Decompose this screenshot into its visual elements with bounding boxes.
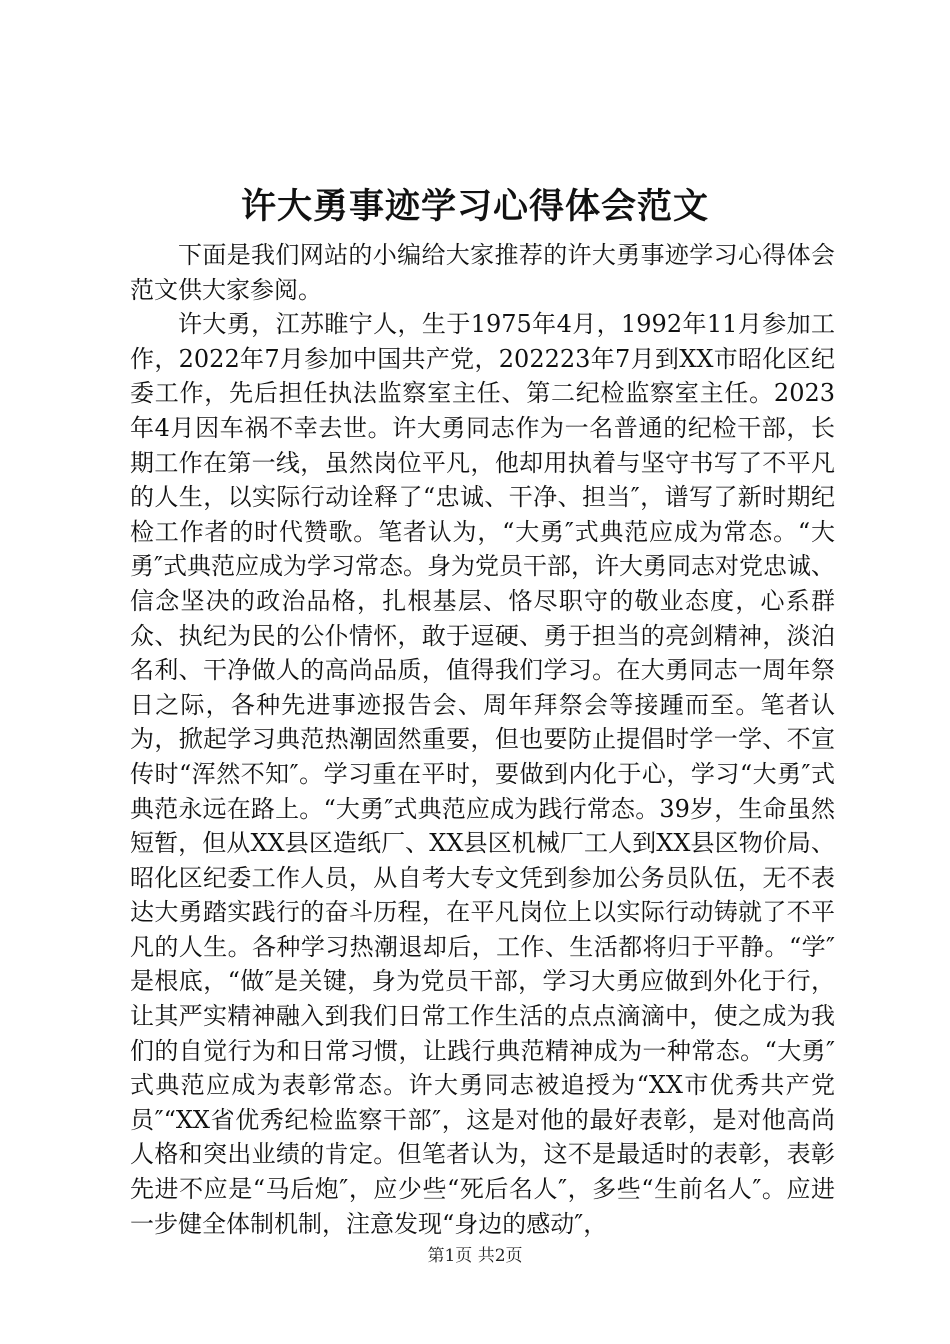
document-title: 许大勇事迹学习心得体会范文 <box>240 186 709 227</box>
document-body <box>130 238 835 1241</box>
main-paragraph: 许大勇，江苏睢宁人，生于1975年4月，1992年11月参加工作，2022年7月参加中国共产党，202223年7月到XX市昭化区纪委工作，先后担任执法监察室主任、第二纪检监察室主任。2023年4月因车祸不幸去世。许大勇同志作为一名普通的纪检干部，长期工作在第一线，虽然岗位平凡，他却用执着与坚守书写了不平凡的人生，以实际行动诠释了“忠诚、干净、担当″，谱写了新时期纪检工作者的时代赞歌。笔者认为，“大勇″式典范应成为常态。“大勇″式典范应成为学习常态。身为党员干部，许大勇同志对党忠诚、信念坚决的政治品格，扎根基层、恪尽职守的敬业态度，心系群众、执纪为民的公仆情怀，敢于逗硬、勇于担当的亮剑精神，淡泊名利、干净做人的高尚品质，值得我们学习。在大勇同志一周年祭日之际，各种先进事迹报告会、周年拜祭会等接踵而至。笔者认为，掀起学习典范热潮固然重要，但也要防止提倡时学一学、不宣传时“浑然不知″。学习重在平时，要做到内化于心，学习“大勇″式典范永远在路上。“大勇″式典范应成为践行常态。39岁，生命虽然短暂，但从XX县区造纸厂、XX县区机械厂工人到XX县区物价局、昭化区纪委工作人员，从自考大专文凭到参加公务员队伍，无不表达大勇踏实践行的奋斗历程，在平凡岗位上以实际行动铸就了不平凡的人生。各种学习热潮退却后，工作、生活都将归于平静。“学″是根底，“做″是关键，身为党员干部，学习大勇应做到外化于行，让其严实精神融入到我们日常工作生活的点点滴滴中，使之成为我们的自觉行为和日常习惯，让践行典范精神成为一种常态。“大勇″式典范应成为表彰常态。许大勇同志被追授为“XX市优秀共产党员″“XX省优秀纪检监察干部″，这是对他的最好表彰，是对他高尚人格和突出业绩的肯定。但笔者认为，这不是最适时的表彰，表彰先进不应是“马后炮″，应少些“死后名人″，多些“生前名人″。应进一步健全体制机制，注意发现“身边的感动″， <box>130 310 835 1238</box>
intro-paragraph: 下面是我们网站的小编给大家推荐的许大勇事迹学习心得体会范文供大家参阅。 <box>130 241 835 304</box>
page-footer: 第1页 共2页 <box>427 1246 523 1266</box>
